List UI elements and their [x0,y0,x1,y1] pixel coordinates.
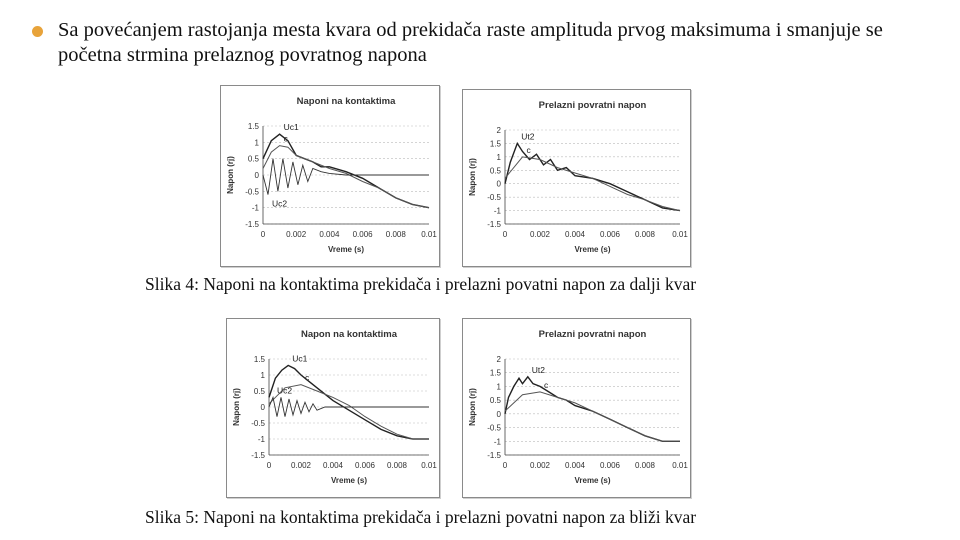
y-tick-label: 1.5 [247,122,259,131]
x-tick-label: 0.008 [385,230,406,239]
chart-svg [227,319,439,497]
chart-fig4-contacts [220,85,440,267]
chart-svg [463,90,690,266]
x-tick-label: 0 [502,230,508,239]
x-tick-label: 0.006 [599,461,621,470]
x-axis-label: Vreme (s) [330,476,368,485]
y-tick-label: 1.5 [253,355,265,364]
x-tick-label: 0.01 [672,461,688,470]
y-tick-label: 1.5 [489,139,501,149]
series-line-c [263,146,429,208]
bullet-dot-icon [32,26,43,37]
chart-svg [463,319,690,497]
y-tick-label: -1 [257,435,265,444]
y-tick-label: 1 [254,138,259,148]
y-tick-label: -0.5 [487,193,501,203]
x-tick-label: 0.004 [322,461,344,470]
chart-title: Naponi na kontaktima [296,96,396,107]
series-label: Uc1 [292,353,308,364]
series-label: c [305,372,310,383]
y-tick-label: -1 [493,437,501,447]
y-tick-label: 0 [254,171,259,180]
series-line-ut2 [505,143,680,210]
y-tick-label: -1.5 [245,220,259,229]
x-tick-label: 0.01 [421,230,437,239]
x-tick-label: 0.002 [290,461,312,470]
x-tick-label: 0.008 [634,461,656,470]
y-tick-label: 0 [496,179,501,189]
x-tick-label: 0.006 [354,461,376,470]
y-axis-label: Napon (rj) [468,158,477,196]
x-tick-label: 0.01 [672,230,688,239]
x-axis-label: Vreme (s) [574,476,611,485]
y-tick-label: -1 [251,203,259,213]
chart-svg [221,86,439,266]
y-tick-label: 2 [496,126,501,135]
y-tick-label: -1.5 [487,220,501,229]
x-tick-label: 0.002 [529,461,551,470]
bullet-text: Sa povećanjem rastojanja mesta kvara od prekidača raste amplituda prvog maksimuma i smanjuje se početna strmina prelaznog povratnog napona [58,19,883,66]
y-tick-label: 0 [260,403,265,412]
x-tick-label: 0.004 [564,230,586,239]
y-tick-label: -0.5 [251,419,265,428]
x-tick-label: 0.008 [634,230,656,239]
chart-fig5-contacts [226,318,440,498]
series-label: Ut2 [521,131,535,142]
y-axis-label: Napon (rj) [468,388,477,426]
series-label: Uc2 [277,385,293,396]
y-tick-label: 0.5 [489,166,501,176]
chart-fig5-trv [462,318,691,498]
y-tick-label: -0.5 [487,423,501,433]
chart-title: Prelazni povratni napon [538,100,647,111]
series-line-c [269,385,429,439]
chart-fig4-trv [462,89,691,267]
figure-caption-5: Slika 5: Naponi na kontaktima prekidača i prelazni povatni napon za bliži kvar [145,507,697,527]
series-label: c [283,133,288,144]
x-tick-label: 0.006 [599,230,621,239]
y-axis-label: Napon (rj) [232,388,241,426]
series-line-c [505,392,680,441]
series-line-uc1 [263,134,429,208]
figure-caption-4: Slika 4: Naponi na kontaktima prekidača i prelazni povatni napon za dalji kvar [145,274,697,294]
y-tick-label: 1.5 [489,368,501,378]
chart-title: Prelazni povratni napon [538,329,647,340]
x-tick-label: 0 [502,461,508,470]
series-label: Uc1 [283,122,299,133]
y-tick-label: -1 [493,206,501,216]
y-tick-label: 1 [260,371,265,380]
y-tick-label: 0.5 [489,396,501,406]
x-tick-label: 0 [260,230,266,239]
y-tick-label: 1 [496,152,501,162]
x-tick-label: 0.004 [564,461,586,470]
x-tick-label: 0.004 [319,230,340,239]
y-tick-label: 0.5 [253,387,265,396]
series-line-uc1 [269,365,429,439]
series-line-uc2 [263,159,429,195]
x-axis-label: Vreme (s) [327,245,365,254]
y-axis-label: Napon (rj) [226,156,235,194]
y-tick-label: 2 [496,355,501,364]
series-label: Uc2 [271,198,288,209]
y-tick-label: 0.5 [247,154,259,164]
y-tick-label: -0.5 [245,187,259,197]
chart-title: Napon na kontaktima [300,329,398,340]
y-tick-label: 1 [496,382,501,392]
x-axis-label: Vreme (s) [574,245,611,254]
series-label: c [544,379,549,390]
x-tick-label: 0.002 [529,230,551,239]
x-tick-label: 0.006 [352,230,373,239]
x-tick-label: 0.01 [421,461,437,470]
series-label: c [526,144,531,155]
y-tick-label: -1.5 [251,451,265,460]
x-tick-label: 0 [266,461,272,470]
x-tick-label: 0.002 [286,230,307,239]
y-tick-label: 0 [496,409,501,419]
series-label: Ut2 [531,364,545,375]
x-tick-label: 0.008 [386,461,408,470]
y-tick-label: -1.5 [487,451,501,460]
